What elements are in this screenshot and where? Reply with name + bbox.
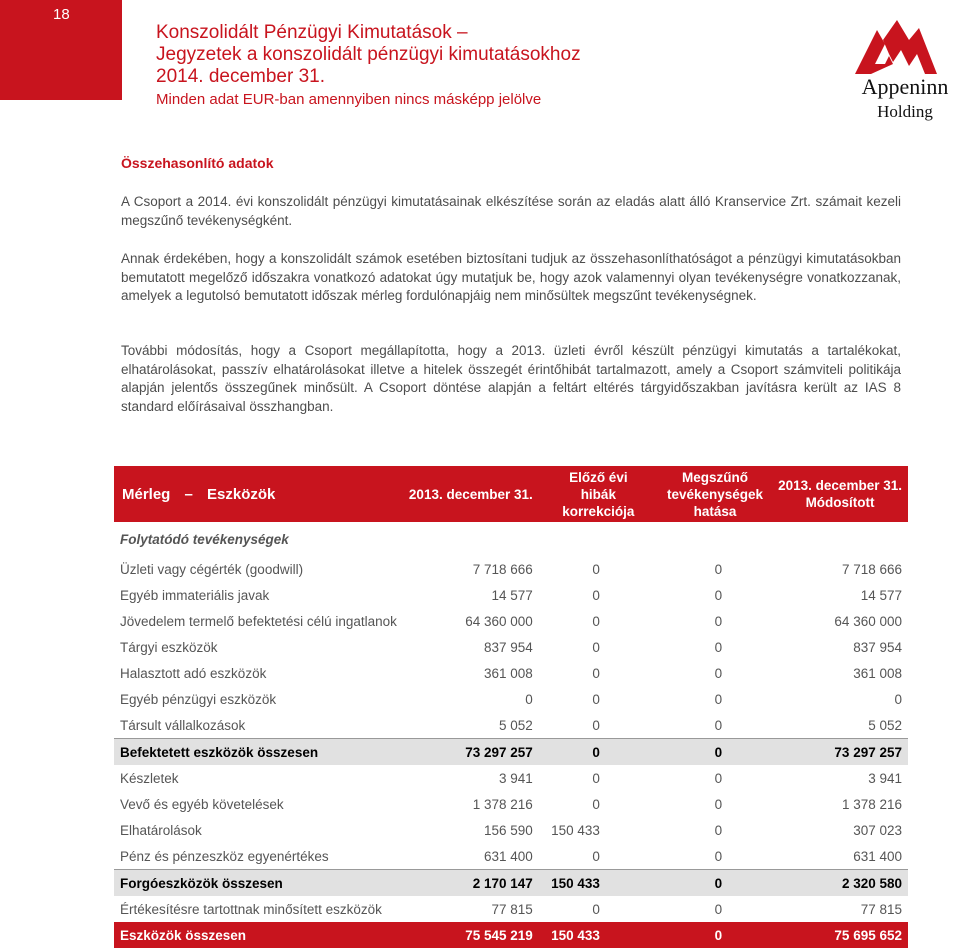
value-discontinued: 0 [714,822,723,838]
table-row [114,608,908,634]
value-prior-error: 0 [539,843,658,870]
value-prior-error: 0 [592,665,600,681]
paragraph-3: További módosítás, hogy a Csoport megállapította, hogy a 2013. üzleti évről készült pénzügyi kimutatás a tartalékokat, elhatárolásokat, passzív elhatárolásokat illetve a hitelek összegét érintőhibát tartalmazott, amely a Csoport számviteli politikája alapján jelentős összegűnek minősült. A Csoport döntése alapján a feltárt eltérés tárgyidőszakban javításra került az IAS 8 standard előírásaival összhangban. [121,343,901,414]
value-discontinued: 0 [658,870,772,897]
row-label: Pénz és pénzeszköz egyenértékes [114,843,403,870]
header-title-line2: Jegyzetek a konszolidált pénzügyi kimutatásokhoz [156,44,581,65]
value-2013: 837 954 [483,639,533,655]
col-header-prior-error [539,466,658,522]
value-prior-error: 0 [592,770,600,786]
table-row [114,870,908,897]
value-modified: 2 320 580 [772,870,908,897]
col-header-prior-error-line2: hibák [580,486,616,502]
section-label-row [114,522,908,556]
value-2013: 64 360 000 [465,613,533,629]
value-modified: 73 297 257 [772,739,908,766]
table-row [114,660,908,686]
value-discontinued: 0 [658,843,772,870]
row-label: Készletek [120,770,179,786]
value-2013: 631 400 [403,843,539,870]
logo-brand: Appeninn [861,74,949,99]
value-modified: 361 008 [853,665,902,681]
row-label: Egyéb immateriális javak [120,587,270,603]
row-label: Jövedelem termelő befektetési célú ingatlanok [120,613,397,629]
value-2013: 75 545 219 [403,922,539,948]
row-label: Halasztott adó eszközök [120,665,267,681]
value-modified: 75 695 652 [772,922,908,948]
value-discontinued: 0 [714,665,723,681]
value-discontinued: 0 [714,639,723,655]
col-header-modified [772,466,908,522]
value-modified: 3 941 [868,770,902,786]
col-header-modified-line1: 2013. december 31. [778,478,902,493]
table-row [114,791,908,817]
value-2013: 361 008 [483,665,533,681]
header-currency-note: Minden adat EUR-ban amennyiben nincs másképp jelölve [156,91,542,108]
value-discontinued: 0 [658,712,772,739]
table-row [114,922,908,948]
value-2013: 77 815 [491,901,533,917]
page-number-badge [0,0,122,100]
row-label: Eszközök összesen [114,922,403,948]
col-header-discontinued-line3: hatása [693,503,737,519]
col-header-2013: 2013. december 31. [403,466,539,522]
value-discontinued: 0 [714,796,723,812]
table-row [114,765,908,791]
value-prior-error: 150 433 [539,922,658,948]
value-discontinued: 0 [714,691,723,707]
value-modified: 64 360 000 [834,613,902,629]
col-header-prior-error-line3: korrekciója [562,503,635,519]
value-discontinued: 0 [714,587,723,603]
col-header-discontinued-line2: tevékenységek [666,486,764,502]
table-row [114,739,908,766]
value-prior-error: 0 [592,561,600,577]
row-label: Társult vállalkozások [114,712,403,739]
value-2013: 7 718 666 [472,561,533,577]
value-discontinued: 0 [714,561,723,577]
row-label: Értékesítésre tartottnak minősített eszközök [120,901,382,917]
value-discontinued: 0 [658,922,772,948]
table-row [114,817,908,843]
value-prior-error: 0 [592,901,600,917]
value-modified: 14 577 [860,587,902,603]
table-row [114,582,908,608]
value-prior-error: 0 [592,613,600,629]
value-prior-error: 0 [539,739,658,766]
value-modified: 631 400 [772,843,908,870]
document-header [156,22,581,109]
paragraph-2: Annak érdekében, hogy a konszolidált számok esetében biztosítani tudjuk az összehasonlíthatóságot a pénzügyi kimutatásokban bemutatott megelőző időszakra vonatkozó adatokat úgy mutatjuk be, hogy azok valamennyi olyan tevékenységre vonatkozzanak, amelyek a legutolsó bemutatott időszak mérleg fordulónapjáig nem minősültek megszűnt tevékenységnek. [121,251,901,303]
value-prior-error: 150 433 [539,870,658,897]
row-label: Üzleti vagy cégérték (goodwill) [120,561,304,577]
table-title [114,466,403,522]
value-2013: 3 941 [498,770,533,786]
value-discontinued: 0 [658,739,772,766]
value-discontinued: 0 [714,613,723,629]
value-prior-error: 0 [592,639,600,655]
value-discontinued: 0 [714,770,723,786]
value-prior-error: 150 433 [551,822,600,838]
value-modified: 0 [894,691,902,707]
col-header-discontinued [658,466,772,522]
mountain-logo-icon [845,20,960,76]
row-label: Forgóeszközök összesen [114,870,403,897]
header-title-line1: Konszolidált Pénzügyi Kimutatások – [156,22,468,43]
balance-sheet-assets-table [114,466,908,948]
company-logo [845,20,960,130]
row-label: Tárgyi eszközök [120,639,218,655]
header-date: 2014. december 31. [156,66,326,87]
section-heading: Összehasonlító adatok [121,155,274,171]
col-header-discontinued-line1: Megszűnő [682,469,748,485]
value-2013: 156 590 [483,822,533,838]
value-2013: 5 052 [403,712,539,739]
value-prior-error: 0 [592,796,600,812]
paragraph-1: A Csoport a 2014. évi konszolidált pénzügyi kimutatásainak elkészítése során az eladás alatt álló Kranservice Zrt. számait kezeli megszűnő tevékenységként. [121,194,901,228]
value-prior-error: 0 [539,712,658,739]
table-title-sep: – [184,485,193,503]
value-2013: 73 297 257 [403,739,539,766]
value-modified: 307 023 [853,822,902,838]
page-number: 18 [53,6,70,23]
value-2013: 0 [525,691,533,707]
value-modified: 1 378 216 [841,796,902,812]
row-label: Egyéb pénzügyi eszközök [120,691,277,707]
value-2013: 14 577 [491,587,533,603]
section-label: Folytatódó tevékenységek [120,531,289,547]
value-prior-error: 0 [592,691,600,707]
table-row [114,896,908,922]
value-2013: 2 170 147 [403,870,539,897]
value-modified: 837 954 [853,639,902,655]
col-header-modified-line2: Módosított [805,495,875,510]
table-row [114,843,908,870]
value-modified: 7 718 666 [841,561,902,577]
col-header-prior-error-line1: Előző évi [569,469,628,485]
table-row [114,634,908,660]
logo-subtitle: Holding [877,102,933,121]
table-header-row [114,466,908,522]
table-row [114,686,908,712]
value-2013: 1 378 216 [472,796,533,812]
table-row [114,556,908,582]
row-label: Befektetett eszközök összesen [114,739,403,766]
table-title-a: Mérleg [122,485,171,503]
value-prior-error: 0 [592,587,600,603]
value-modified: 5 052 [772,712,908,739]
table-body [114,556,908,948]
table-row [114,712,908,739]
row-label: Vevő és egyéb követelések [120,796,284,812]
row-label: Elhatárolások [120,822,202,838]
logo-peak-right [883,20,937,74]
value-modified: 77 815 [860,901,902,917]
value-discontinued: 0 [714,901,723,917]
table-title-b: Eszközök [207,485,276,503]
